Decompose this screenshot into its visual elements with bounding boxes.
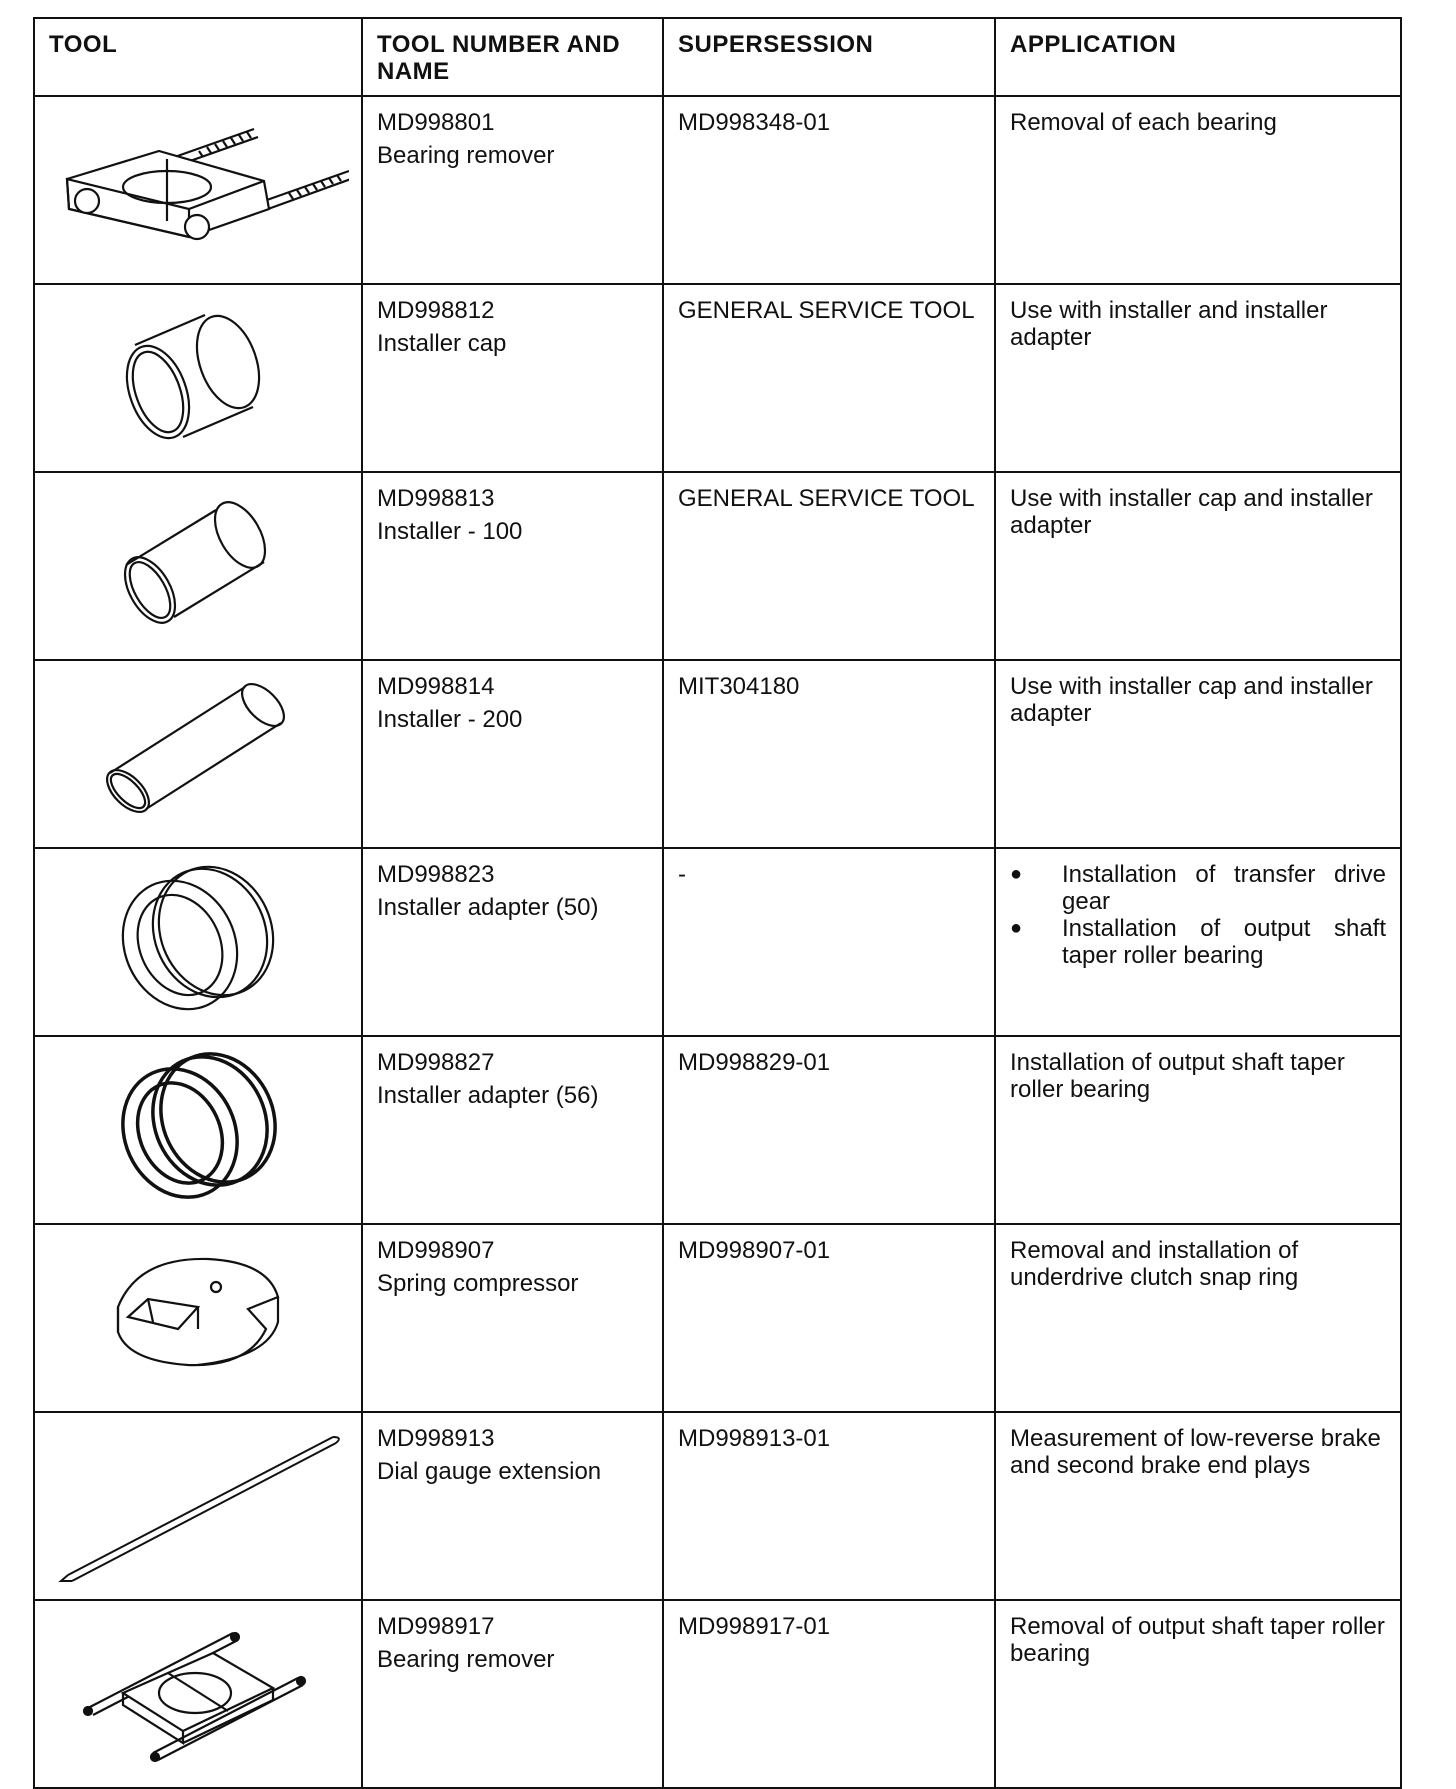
installer-adapter-56-icon xyxy=(98,1049,298,1209)
tool-image-cell xyxy=(34,1224,362,1412)
application-cell: Measurement of low-reverse brake and second brake end plays xyxy=(995,1412,1401,1600)
tool-name: Installer - 200 xyxy=(377,706,523,733)
spring-compressor-icon xyxy=(98,1237,298,1387)
installer-200-icon xyxy=(88,673,308,823)
tool-name: Bearing remover xyxy=(377,1646,555,1673)
supersession-cell: GENERAL SERVICE TOOL xyxy=(663,472,995,660)
supersession-cell: MD998913-01 xyxy=(663,1412,995,1600)
application-cell: Use with installer cap and installer adapter xyxy=(995,472,1401,660)
tool-number: MD998814 xyxy=(377,673,495,700)
header-row xyxy=(34,18,1401,96)
bearing-remover-icon xyxy=(49,109,349,259)
tool-image-cell xyxy=(34,284,362,472)
tool-number: MD998812 xyxy=(377,297,495,324)
tool-number: MD998813 xyxy=(377,485,495,512)
tool-number-name-cell xyxy=(362,1412,663,1600)
special-tools-table xyxy=(33,17,1402,1789)
supersession-cell: MD998917-01 xyxy=(663,1600,995,1788)
header-application: APPLICATION xyxy=(995,18,1401,96)
dial-gauge-extension-icon xyxy=(53,1425,343,1585)
tool-number-name-cell xyxy=(362,96,663,284)
application-cell: Removal of output shaft taper roller bearing xyxy=(995,1600,1401,1788)
tool-number-name-cell xyxy=(362,472,663,660)
tool-number: MD998801 xyxy=(377,109,495,136)
tool-name: Installer - 100 xyxy=(377,518,523,545)
table-row xyxy=(34,1412,1401,1600)
supersession-cell: MIT304180 xyxy=(663,660,995,848)
header-tool-number-name: TOOL NUMBER AND NAME xyxy=(362,18,663,96)
table-row xyxy=(34,96,1401,284)
installer-100-icon xyxy=(98,485,298,635)
tool-name: Installer adapter (50) xyxy=(377,894,599,921)
tool-number-name-cell xyxy=(362,1600,663,1788)
supersession-cell: MD998348-01 xyxy=(663,96,995,284)
tool-image-cell xyxy=(34,848,362,1036)
application-list-item: ● Installation of output shaft taper roller bearing xyxy=(1010,915,1386,969)
tool-name: Installer cap xyxy=(377,330,507,357)
table-row xyxy=(34,1224,1401,1412)
tool-number: MD998827 xyxy=(377,1049,495,1076)
tool-image-cell xyxy=(34,1036,362,1224)
tool-number-name-cell xyxy=(362,1224,663,1412)
tool-image-cell xyxy=(34,1600,362,1788)
supersession-cell: MD998829-01 xyxy=(663,1036,995,1224)
table-row xyxy=(34,1600,1401,1788)
tool-image-cell xyxy=(34,96,362,284)
application-list-item: ● Installation of transfer drive gear xyxy=(1010,861,1386,915)
application-cell: Installation of output shaft taper roller bearing xyxy=(995,1036,1401,1224)
header-supersession: SUPERSESSION xyxy=(663,18,995,96)
tool-image-cell xyxy=(34,472,362,660)
application-cell: Removal of each bearing xyxy=(995,96,1401,284)
tool-number: MD998917 xyxy=(377,1613,495,1640)
table-row xyxy=(34,660,1401,848)
installer-adapter-50-icon xyxy=(98,861,298,1021)
tool-name: Dial gauge extension xyxy=(377,1458,602,1485)
tool-number-name-cell xyxy=(362,848,663,1036)
tool-number: MD998823 xyxy=(377,861,495,888)
table-row xyxy=(34,1036,1401,1224)
header-tool: TOOL xyxy=(34,18,362,96)
application-list xyxy=(1010,861,1386,969)
table-row xyxy=(34,284,1401,472)
tool-number: MD998913 xyxy=(377,1425,495,1452)
table-row xyxy=(34,848,1401,1036)
application-cell xyxy=(995,848,1401,1036)
tool-image-cell xyxy=(34,660,362,848)
tool-name: Spring compressor xyxy=(377,1270,579,1297)
application-cell: Use with installer cap and installer adapter xyxy=(995,660,1401,848)
supersession-cell: MD998907-01 xyxy=(663,1224,995,1412)
tool-number-name-cell xyxy=(362,660,663,848)
supersession-cell: - xyxy=(663,848,995,1036)
tool-image-cell xyxy=(34,1412,362,1600)
tool-name: Bearing remover xyxy=(377,142,555,169)
application-cell: Removal and installation of underdrive clutch snap ring xyxy=(995,1224,1401,1412)
supersession-cell: GENERAL SERVICE TOOL xyxy=(663,284,995,472)
tool-number-name-cell xyxy=(362,1036,663,1224)
application-cell: Use with installer and installer adapter xyxy=(995,284,1401,472)
installer-cap-icon xyxy=(98,297,298,447)
table-row xyxy=(34,472,1401,660)
tool-number: MD998907 xyxy=(377,1237,495,1264)
bearing-remover-2-icon xyxy=(73,1613,323,1773)
tool-name: Installer adapter (56) xyxy=(377,1082,599,1109)
tool-number-name-cell xyxy=(362,284,663,472)
